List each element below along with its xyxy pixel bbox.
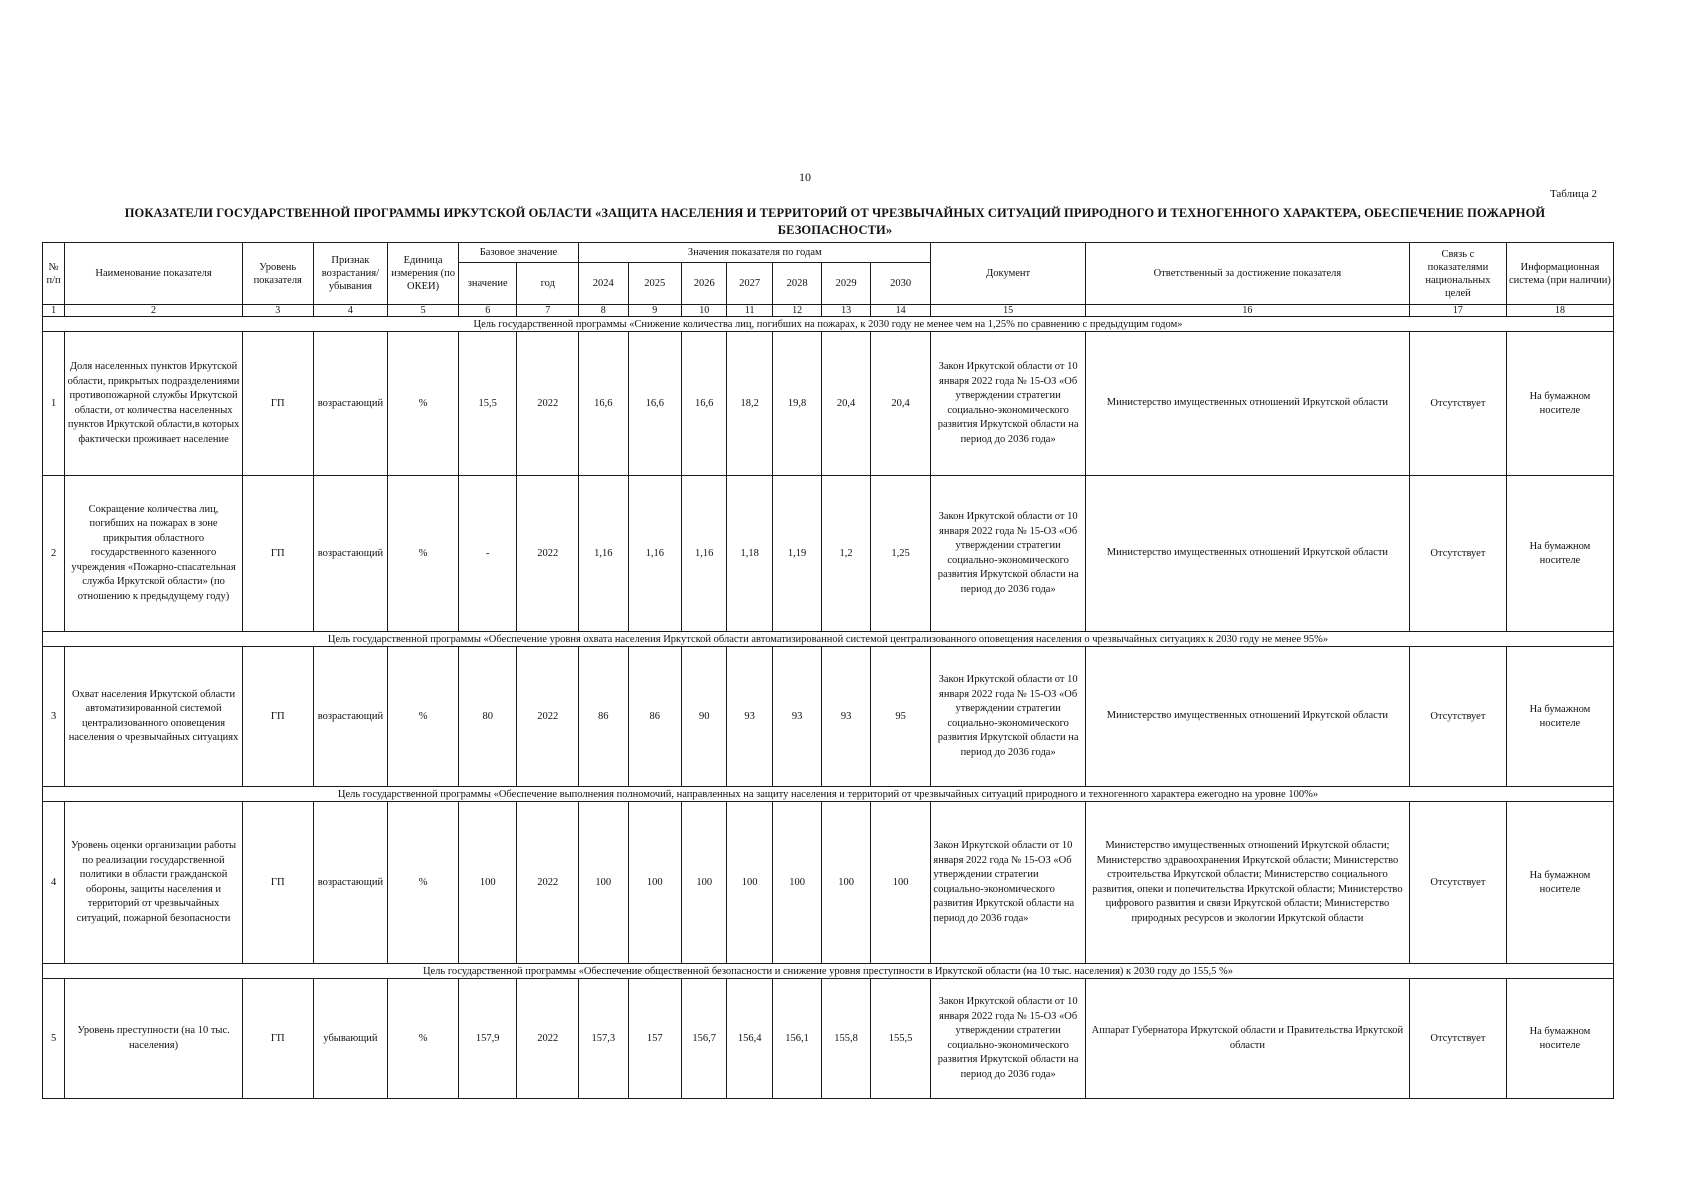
column-number: 15 <box>931 305 1085 317</box>
year-value: 95 <box>870 647 931 787</box>
goal-text: Цель государственной программы «Обеспечение общественной безопасности и снижение уровня преступности в Иркутской области (на 10 тыс. населения) к 2030 году до 155,5 %» <box>43 964 1614 979</box>
header-level: Уровень показателя <box>242 243 313 305</box>
year-value: 156,1 <box>772 979 821 1099</box>
table-row <box>43 802 1614 964</box>
column-number: 13 <box>822 305 870 317</box>
year-value: 93 <box>822 647 870 787</box>
indicator-name: Уровень преступности (на 10 тыс. населения) <box>65 979 243 1099</box>
information-system: На бумажном носителе <box>1506 979 1613 1099</box>
header-responsible: Ответственный за достижение показателя <box>1085 243 1409 305</box>
goal-text: Цель государственной программы «Обеспечение уровня охвата населения Иркутской области автоматизированной системой централизованного оповещения населения о чрезвычайных ситуациях к 2030 году не менее 95%» <box>43 632 1614 647</box>
year-value: 1,2 <box>822 476 870 632</box>
document-reference: Закон Иркутской области от 10 января 2022 года № 15-ОЗ «Об утверждении стратегии социально-экономического развития Иркутской области на период до 2036 года» <box>931 332 1085 476</box>
goal-text: Цель государственной программы «Обеспечение выполнения полномочий, направленных на защиту населения и территорий от чрезвычайных ситуаций природного и техногенного характера ежегодно на уровне 100%» <box>43 787 1614 802</box>
header-info-system: Информационная система (при наличии) <box>1506 243 1613 305</box>
year-value: 93 <box>772 647 821 787</box>
header-unit: Единица измерения (по ОКЕИ) <box>388 243 459 305</box>
row-number: 5 <box>43 979 65 1099</box>
year-value: 19,8 <box>772 332 821 476</box>
year-value: 1,19 <box>772 476 821 632</box>
year-value: 1,18 <box>727 476 772 632</box>
table-row <box>43 647 1614 787</box>
base-year: 2022 <box>517 476 579 632</box>
year-value: 100 <box>579 802 628 964</box>
indicators-table <box>42 242 1614 1099</box>
national-goal-link: Отсутствует <box>1409 979 1506 1099</box>
indicator-name: Сокращение количества лиц, погибших на пожарах в зоне прикрытия областного государственного казенного учреждения «Пожарно-спасательная служба Иркутской области» (по отношению к предыдущему году) <box>65 476 243 632</box>
header-year: 2026 <box>682 263 727 305</box>
base-year: 2022 <box>517 332 579 476</box>
year-value: 16,6 <box>682 332 727 476</box>
indicator-unit: % <box>388 332 459 476</box>
year-value: 156,7 <box>682 979 727 1099</box>
year-value: 100 <box>682 802 727 964</box>
table-row <box>43 332 1614 476</box>
national-goal-link: Отсутствует <box>1409 476 1506 632</box>
goal-row <box>43 964 1614 979</box>
indicator-unit: % <box>388 476 459 632</box>
document-reference: Закон Иркутской области от 10 января 2022 года № 15-ОЗ «Об утверждении стратегии социально-экономического развития Иркутской области на период до 2036 года» <box>931 476 1085 632</box>
indicator-name: Доля населенных пунктов Иркутской области, прикрытых подразделениями противопожарной службы Иркутской области, от количества населенных пунктов Иркутской области,в которых фактически проживает население <box>65 332 243 476</box>
year-value: 86 <box>628 647 682 787</box>
year-value: 155,8 <box>822 979 870 1099</box>
base-year: 2022 <box>517 647 579 787</box>
year-value: 86 <box>579 647 628 787</box>
header-document: Документ <box>931 243 1085 305</box>
information-system: На бумажном носителе <box>1506 476 1613 632</box>
year-value: 1,16 <box>579 476 628 632</box>
column-number: 6 <box>458 305 517 317</box>
national-goal-link: Отсутствует <box>1409 332 1506 476</box>
indicator-name: Уровень оценки организации работы по реализации государственной политики в области гражданской обороны, защиты населения и территорий от чрезвычайных ситуаций, пожарной безопасности <box>65 802 243 964</box>
column-number: 1 <box>43 305 65 317</box>
row-number: 3 <box>43 647 65 787</box>
column-number: 16 <box>1085 305 1409 317</box>
column-number: 3 <box>242 305 313 317</box>
goal-row <box>43 632 1614 647</box>
column-number: 7 <box>517 305 579 317</box>
year-value: 20,4 <box>870 332 931 476</box>
document-title: ПОКАЗАТЕЛИ ГОСУДАРСТВЕННОЙ ПРОГРАММЫ ИРКУТСКОЙ ОБЛАСТИ «ЗАЩИТА НАСЕЛЕНИЯ И ТЕРРИТОРИЙ ОТ ЧРЕЗВЫЧАЙНЫХ СИТУАЦИЙ ПРИРОДНОГО И ТЕХНОГЕННОГО ХАРАКТЕРА, ОБЕСПЕЧЕНИЕ ПОЖАРНОЙ БЕЗОПАСНОСТИ» <box>124 206 1546 237</box>
indicator-trend: возрастающий <box>313 802 388 964</box>
responsible-party: Министерство имущественных отношений Иркутской области; Министерство здравоохранения Иркутской области; Министерство строительства Иркутской области; Министерство социального развития, опеки и попечительства Иркутской области; Министерство цифрового развития и связи Иркутской области; Министерство природных ресурсов и экологии Иркутской области <box>1085 802 1409 964</box>
base-value: - <box>458 476 517 632</box>
base-value: 80 <box>458 647 517 787</box>
column-numbers-row <box>43 305 1614 317</box>
year-value: 100 <box>772 802 821 964</box>
year-value: 1,16 <box>682 476 727 632</box>
document-reference: Закон Иркутской области от 10 января 2022 года № 15-ОЗ «Об утверждении стратегии социально-экономического развития Иркутской области на период до 2036 года» <box>931 802 1085 964</box>
indicator-unit: % <box>388 802 459 964</box>
column-number: 12 <box>772 305 821 317</box>
responsible-party: Аппарат Губернатора Иркутской области и Правительства Иркутской области <box>1085 979 1409 1099</box>
goal-row <box>43 317 1614 332</box>
year-value: 157,3 <box>579 979 628 1099</box>
indicator-trend: убывающий <box>313 979 388 1099</box>
column-number: 5 <box>388 305 459 317</box>
header-values-by-year: Значения показателя по годам <box>579 243 931 263</box>
header-num: № п/п <box>43 243 65 305</box>
header-year: 2029 <box>822 263 870 305</box>
row-number: 4 <box>43 802 65 964</box>
year-value: 18,2 <box>727 332 772 476</box>
indicator-trend: возрастающий <box>313 332 388 476</box>
indicator-trend: возрастающий <box>313 647 388 787</box>
year-value: 90 <box>682 647 727 787</box>
row-number: 1 <box>43 332 65 476</box>
base-value: 15,5 <box>458 332 517 476</box>
indicator-name: Охват населения Иркутской области автоматизированной системой централизованного оповещения населения о чрезвычайных ситуациях <box>65 647 243 787</box>
document-reference: Закон Иркутской области от 10 января 2022 года № 15-ОЗ «Об утверждении стратегии социально-экономического развития Иркутской области на период до 2036 года» <box>931 647 1085 787</box>
base-value: 100 <box>458 802 517 964</box>
information-system: На бумажном носителе <box>1506 332 1613 476</box>
year-value: 157 <box>628 979 682 1099</box>
header-link: Связь с показателями национальных целей <box>1409 243 1506 305</box>
responsible-party: Министерство имущественных отношений Иркутской области <box>1085 476 1409 632</box>
column-number: 10 <box>682 305 727 317</box>
year-value: 156,4 <box>727 979 772 1099</box>
indicator-level: ГП <box>242 647 313 787</box>
base-year: 2022 <box>517 802 579 964</box>
indicator-unit: % <box>388 647 459 787</box>
year-value: 100 <box>628 802 682 964</box>
header-base: Базовое значение <box>458 243 578 263</box>
year-value: 93 <box>727 647 772 787</box>
header-year: 2028 <box>772 263 821 305</box>
responsible-party: Министерство имущественных отношений Иркутской области <box>1085 647 1409 787</box>
column-number: 17 <box>1409 305 1506 317</box>
goal-row <box>43 787 1614 802</box>
row-number: 2 <box>43 476 65 632</box>
indicator-level: ГП <box>242 332 313 476</box>
national-goal-link: Отсутствует <box>1409 802 1506 964</box>
column-number: 11 <box>727 305 772 317</box>
indicator-level: ГП <box>242 802 313 964</box>
page-number: 10 <box>799 170 811 184</box>
table-caption: Таблица 2 <box>1549 188 1597 200</box>
year-value: 1,16 <box>628 476 682 632</box>
header-base-year: год <box>517 263 579 305</box>
header-year: 2024 <box>579 263 628 305</box>
document-reference: Закон Иркутской области от 10 января 2022 года № 15-ОЗ «Об утверждении стратегии социально-экономического развития Иркутской области на период до 2036 года» <box>931 979 1085 1099</box>
column-number: 8 <box>579 305 628 317</box>
base-year: 2022 <box>517 979 579 1099</box>
information-system: На бумажном носителе <box>1506 647 1613 787</box>
year-value: 1,25 <box>870 476 931 632</box>
column-number: 4 <box>313 305 388 317</box>
column-number: 9 <box>628 305 682 317</box>
year-value: 16,6 <box>579 332 628 476</box>
information-system: На бумажном носителе <box>1506 802 1613 964</box>
goal-text: Цель государственной программы «Снижение количества лиц, погибших на пожарах, к 2030 году не менее чем на 1,25% по сравнению с предыдущим годом» <box>43 317 1614 332</box>
national-goal-link: Отсутствует <box>1409 647 1506 787</box>
column-number: 14 <box>870 305 931 317</box>
header-year: 2025 <box>628 263 682 305</box>
year-value: 16,6 <box>628 332 682 476</box>
year-value: 100 <box>870 802 931 964</box>
year-value: 100 <box>822 802 870 964</box>
table-row <box>43 476 1614 632</box>
year-value: 20,4 <box>822 332 870 476</box>
header-name: Наименование показателя <box>65 243 243 305</box>
year-value: 155,5 <box>870 979 931 1099</box>
base-value: 157,9 <box>458 979 517 1099</box>
column-number: 2 <box>65 305 243 317</box>
header-year: 2027 <box>727 263 772 305</box>
column-number: 18 <box>1506 305 1613 317</box>
indicator-unit: % <box>388 979 459 1099</box>
indicator-trend: возрастающий <box>313 476 388 632</box>
header-trend: Признак возрастания/ убывания <box>313 243 388 305</box>
responsible-party: Министерство имущественных отношений Иркутской области <box>1085 332 1409 476</box>
header-base-value: значение <box>458 263 517 305</box>
header-year: 2030 <box>870 263 931 305</box>
year-value: 100 <box>727 802 772 964</box>
table-row <box>43 979 1614 1099</box>
indicator-level: ГП <box>242 476 313 632</box>
indicator-level: ГП <box>242 979 313 1099</box>
